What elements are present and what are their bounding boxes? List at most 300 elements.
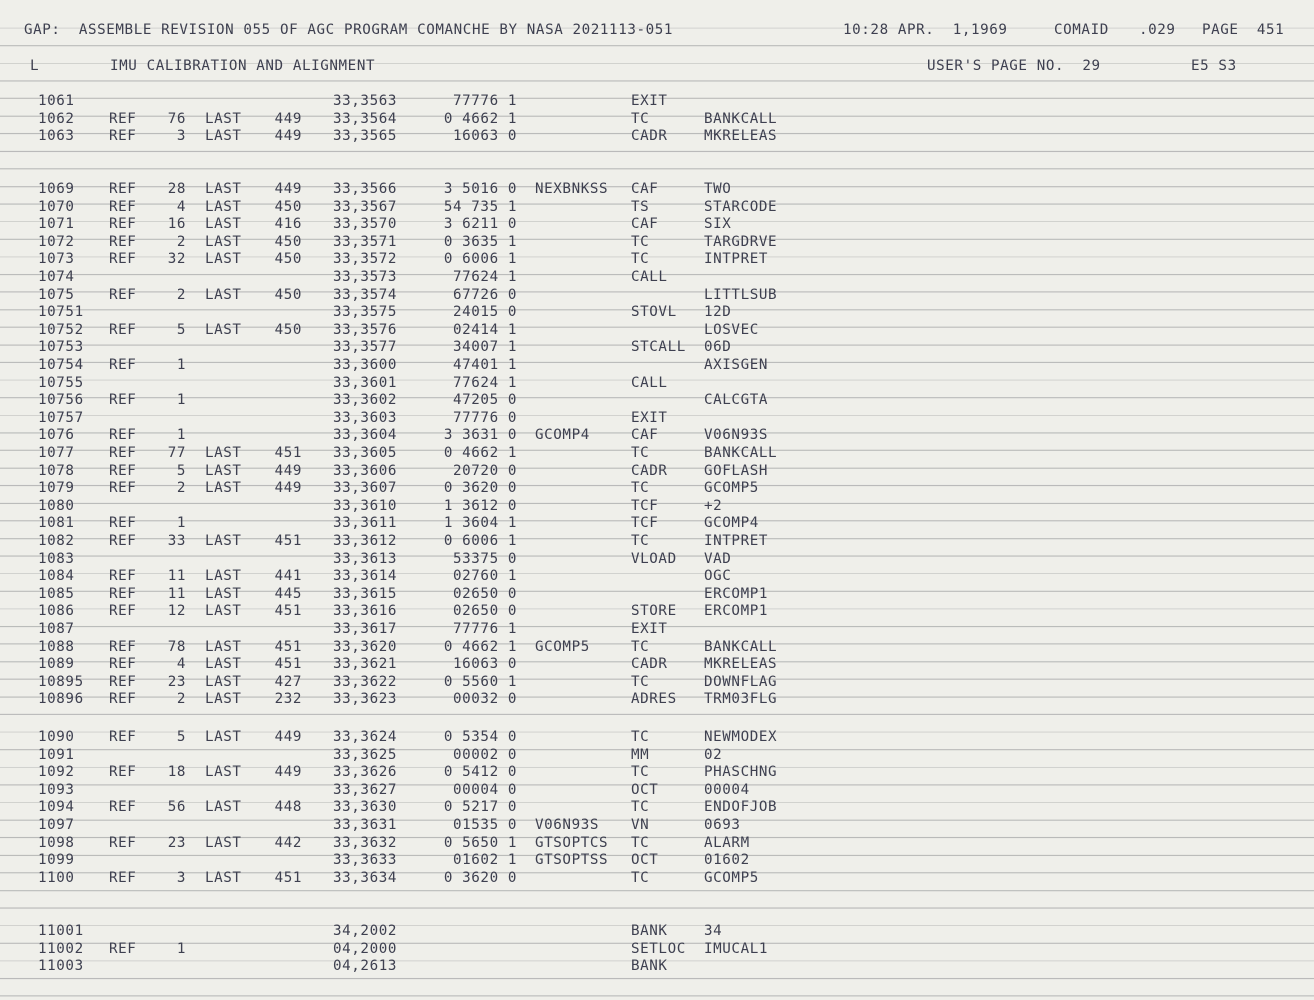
symbol-label: GTSOPTCS: [535, 834, 609, 851]
ref-count: 5: [176, 462, 186, 479]
last-marker: LAST: [205, 480, 242, 497]
operand: 01602: [704, 852, 750, 869]
card-number: 10896: [38, 691, 84, 708]
operand: ERCOMP1: [704, 603, 768, 620]
operand: MKRELEAS: [704, 128, 778, 145]
ref-count: 33: [167, 533, 186, 549]
ref-count: 32: [167, 251, 186, 268]
card-number: 1087: [38, 621, 75, 637]
card-number: 1074: [38, 269, 75, 285]
opcode: TC: [631, 869, 650, 886]
card-number: 1100: [38, 869, 75, 886]
octal-code: 02650 0: [453, 603, 517, 620]
ref-marker: REF: [109, 128, 137, 145]
ref-count: 16: [167, 216, 186, 233]
card-number: 1080: [38, 497, 75, 514]
comaid-label: COMAID: [1054, 22, 1109, 38]
ref-count: 23: [167, 673, 186, 690]
octal-code: 1 3612 0: [443, 497, 517, 514]
listing-row: [0, 960, 1314, 978]
ref-count: 2: [176, 286, 186, 303]
memory-address: 33,3626: [333, 764, 397, 781]
operand: IMUCAL1: [704, 940, 768, 957]
opcode: MM: [631, 746, 650, 763]
octal-code: 77776 1: [453, 93, 517, 109]
listing-row: [0, 517, 1314, 535]
ref-marker: REF: [109, 656, 137, 673]
section-letter: L: [30, 58, 40, 74]
ref-marker: REF: [109, 515, 137, 532]
octal-code: 24015 0: [453, 304, 517, 321]
symbol-label: GCOMP5: [535, 638, 590, 655]
last-marker: LAST: [205, 286, 242, 303]
ref-marker: REF: [109, 638, 137, 655]
operand: ERCOMP1: [704, 585, 768, 602]
card-number: 11003: [38, 958, 84, 975]
last-marker: LAST: [205, 834, 242, 851]
last-page: 448: [274, 799, 302, 816]
octal-code: 0 4662 1: [443, 638, 517, 655]
card-number: 1084: [38, 568, 75, 585]
octal-code: 0 3620 0: [443, 480, 517, 497]
octal-code: 0 4662 1: [443, 445, 517, 461]
listing-row: [0, 693, 1314, 711]
ref-marker: REF: [109, 764, 137, 781]
operand: PHASCHNG: [704, 764, 778, 781]
operand: AXISGEN: [704, 357, 768, 373]
opcode: TS: [631, 198, 650, 215]
card-number: 1088: [38, 638, 75, 655]
memory-address: 33,3616: [333, 603, 397, 620]
listing-row: [0, 341, 1314, 359]
ref-count: 2: [176, 233, 186, 250]
octal-code: 77776 0: [453, 409, 517, 426]
print-time: 10:28 APR. 1,1969: [843, 22, 1008, 38]
last-page: 416: [274, 216, 302, 233]
opcode: TC: [631, 110, 650, 127]
operand: V06N93S: [704, 427, 768, 444]
operand: NEWMODEX: [704, 729, 778, 745]
memory-address: 34,2002: [333, 923, 397, 939]
operand: BANKCALL: [704, 445, 778, 461]
last-marker: LAST: [205, 568, 242, 585]
operand: VAD: [704, 550, 732, 567]
opcode: TCF: [631, 515, 659, 532]
ref-marker: REF: [109, 110, 137, 127]
last-marker: LAST: [205, 462, 242, 479]
operand: SIX: [704, 216, 732, 233]
octal-code: 16063 0: [453, 128, 517, 145]
octal-code: 0 3635 1: [443, 233, 517, 250]
listing-row: [0, 130, 1314, 148]
ref-count: 76: [167, 110, 186, 127]
last-page: 442: [274, 834, 302, 851]
memory-address: 04,2000: [333, 940, 397, 957]
operand: 00004: [704, 781, 750, 798]
memory-address: 33,3574: [333, 286, 397, 303]
ref-count: 3: [176, 128, 186, 145]
ref-count: 12: [167, 603, 186, 620]
opcode: TC: [631, 533, 650, 549]
listing-row: [0, 233, 1314, 254]
opcode: ADRES: [631, 691, 677, 708]
last-page: 450: [274, 233, 302, 250]
listing-row: [0, 623, 1314, 641]
ref-marker: REF: [109, 585, 137, 602]
octal-code: 0 5412 0: [443, 764, 517, 781]
symbol-label: GTSOPTSS: [535, 852, 609, 869]
octal-code: 01535 0: [453, 817, 517, 833]
last-page: 451: [274, 656, 302, 673]
memory-address: 33,3617: [333, 621, 397, 637]
card-number: 1073: [38, 251, 75, 268]
card-number: 1061: [38, 93, 75, 109]
operand: TARGDRVE: [704, 233, 778, 250]
octal-code: 02650 0: [453, 585, 517, 602]
last-marker: LAST: [205, 233, 242, 250]
last-page: 450: [274, 321, 302, 338]
last-marker: LAST: [205, 799, 242, 816]
opcode: STOVL: [631, 304, 677, 321]
opcode: VLOAD: [631, 550, 677, 567]
listing-row: [0, 781, 1314, 802]
memory-address: 33,3610: [333, 497, 397, 514]
last-marker: LAST: [205, 691, 242, 708]
last-marker: LAST: [205, 251, 242, 268]
card-number: 1099: [38, 852, 75, 869]
card-number: 1086: [38, 603, 75, 620]
ref-marker: REF: [109, 198, 137, 215]
ref-count: 1: [176, 515, 186, 532]
users-page-number: USER'S PAGE NO. 29: [927, 58, 1101, 74]
listing-row: [0, 550, 1314, 571]
card-number: 1070: [38, 198, 75, 215]
last-page: 449: [274, 729, 302, 745]
memory-address: 33,3621: [333, 656, 397, 673]
listing-row: [0, 731, 1314, 749]
last-page: 449: [274, 110, 302, 127]
opcode: EXIT: [631, 93, 668, 109]
operand: DOWNFLAG: [704, 673, 778, 690]
ref-marker: REF: [109, 869, 137, 886]
opcode: TC: [631, 729, 650, 745]
last-page: 427: [274, 673, 302, 690]
memory-address: 33,3624: [333, 729, 397, 745]
listing-row: [0, 306, 1314, 324]
ref-count: 5: [176, 321, 186, 338]
opcode: STCALL: [631, 339, 686, 356]
ref-marker: REF: [109, 568, 137, 585]
ref-marker: REF: [109, 603, 137, 620]
ref-marker: REF: [109, 480, 137, 497]
opcode: CADR: [631, 656, 668, 673]
last-marker: LAST: [205, 198, 242, 215]
memory-address: 33,3566: [333, 181, 397, 197]
memory-address: 33,3573: [333, 269, 397, 285]
card-number: 1079: [38, 480, 75, 497]
listing-row: [0, 746, 1314, 767]
card-number: 1089: [38, 656, 75, 673]
memory-address: 33,3634: [333, 869, 397, 886]
opcode: TC: [631, 480, 650, 497]
card-number: 1097: [38, 817, 75, 833]
last-marker: LAST: [205, 656, 242, 673]
operand: 02: [704, 746, 723, 763]
memory-address: 33,3612: [333, 533, 397, 549]
operand: INTPRET: [704, 251, 768, 268]
ref-marker: REF: [109, 357, 137, 373]
octal-code: 01602 1: [453, 852, 517, 869]
card-number: 10755: [38, 374, 84, 391]
opcode: TC: [631, 799, 650, 816]
opcode: EXIT: [631, 621, 668, 637]
operand: LITTLSUB: [704, 286, 778, 303]
memory-address: 33,3623: [333, 691, 397, 708]
ref-marker: REF: [109, 691, 137, 708]
ref-count: 11: [167, 568, 186, 585]
version-number: .029: [1139, 22, 1176, 38]
ref-count: 56: [167, 799, 186, 816]
octal-code: 67726 0: [453, 286, 517, 303]
last-page: 449: [274, 764, 302, 781]
memory-address: 33,3601: [333, 374, 397, 391]
octal-code: 47401 1: [453, 357, 517, 373]
opcode: CALL: [631, 269, 668, 285]
operand: GCOMP5: [704, 480, 759, 497]
listing-row: [0, 801, 1314, 819]
octal-code: 0 4662 1: [443, 110, 517, 127]
opcode: TC: [631, 638, 650, 655]
card-number: 1092: [38, 764, 75, 781]
last-marker: LAST: [205, 181, 242, 197]
memory-address: 33,3602: [333, 392, 397, 409]
memory-address: 33,3605: [333, 445, 397, 461]
ref-marker: REF: [109, 286, 137, 303]
ref-count: 11: [167, 585, 186, 602]
ref-marker: REF: [109, 216, 137, 233]
last-page: 445: [274, 585, 302, 602]
ref-marker: REF: [109, 462, 137, 479]
octal-code: 77624 1: [453, 269, 517, 285]
memory-address: 33,3603: [333, 409, 397, 426]
operand: 0693: [704, 817, 741, 833]
opcode: CALL: [631, 374, 668, 391]
octal-code: 0 5650 1: [443, 834, 517, 851]
opcode: VN: [631, 817, 650, 833]
operand: BANKCALL: [704, 638, 778, 655]
listing-row: [0, 854, 1314, 872]
octal-code: 0 5560 1: [443, 673, 517, 690]
opcode: STORE: [631, 603, 677, 620]
card-number: 11002: [38, 940, 84, 957]
ref-marker: REF: [109, 799, 137, 816]
card-number: 1091: [38, 746, 75, 763]
ref-count: 77: [167, 445, 186, 461]
listing-row: [0, 819, 1314, 837]
ref-count: 1: [176, 392, 186, 409]
card-number: 1078: [38, 462, 75, 479]
octal-code: 0 5217 0: [443, 799, 517, 816]
opcode: EXIT: [631, 409, 668, 426]
memory-address: 33,3572: [333, 251, 397, 268]
ref-marker: REF: [109, 729, 137, 745]
memory-address: 33,3604: [333, 427, 397, 444]
octal-code: 16063 0: [453, 656, 517, 673]
operand: 06D: [704, 339, 732, 356]
octal-code: 02760 1: [453, 568, 517, 585]
octal-code: 0 5354 0: [443, 729, 517, 745]
opcode: SETLOC: [631, 940, 686, 957]
memory-address: 33,3632: [333, 834, 397, 851]
card-number: 1071: [38, 216, 75, 233]
opcode: CADR: [631, 462, 668, 479]
operand: TWO: [704, 181, 732, 197]
card-number: 10751: [38, 304, 84, 321]
symbol-label: NEXBNKSS: [535, 181, 609, 197]
card-number: 10895: [38, 673, 84, 690]
memory-address: 33,3577: [333, 339, 397, 356]
octal-code: 34007 1: [453, 339, 517, 356]
octal-code: 54 735 1: [443, 198, 517, 215]
card-number: 10756: [38, 392, 84, 409]
last-page: 232: [274, 691, 302, 708]
last-page: 449: [274, 462, 302, 479]
last-marker: LAST: [205, 603, 242, 620]
opcode: TCF: [631, 497, 659, 514]
octal-code: 3 5016 0: [443, 181, 517, 197]
octal-code: 02414 1: [453, 321, 517, 338]
opcode: TC: [631, 673, 650, 690]
last-page: 449: [274, 480, 302, 497]
last-page: 451: [274, 638, 302, 655]
last-page: 449: [274, 128, 302, 145]
memory-address: 33,3576: [333, 321, 397, 338]
listing-row: [0, 570, 1314, 588]
card-number: 1075: [38, 286, 75, 303]
memory-address: 33,3565: [333, 128, 397, 145]
ref-count: 2: [176, 480, 186, 497]
memory-address: 33,3625: [333, 746, 397, 763]
opcode: TC: [631, 251, 650, 268]
memory-address: 33,3570: [333, 216, 397, 233]
ref-count: 1: [176, 940, 186, 957]
last-marker: LAST: [205, 869, 242, 886]
operand: INTPRET: [704, 533, 768, 549]
memory-address: 04,2613: [333, 958, 397, 975]
ref-count: 5: [176, 729, 186, 745]
last-page: 450: [274, 251, 302, 268]
opcode: OCT: [631, 852, 659, 869]
octal-code: 00004 0: [453, 781, 517, 798]
ref-count: 23: [167, 834, 186, 851]
last-page: 450: [274, 198, 302, 215]
memory-address: 33,3630: [333, 799, 397, 816]
symbol-label: V06N93S: [535, 817, 599, 833]
listing-row: [0, 218, 1314, 236]
operand: GOFLASH: [704, 462, 768, 479]
ref-marker: REF: [109, 427, 137, 444]
ref-count: 28: [167, 181, 186, 197]
last-page: 450: [274, 286, 302, 303]
memory-address: 33,3620: [333, 638, 397, 655]
memory-address: 33,3600: [333, 357, 397, 373]
memory-address: 33,3613: [333, 550, 397, 567]
octal-code: 3 6211 0: [443, 216, 517, 233]
memory-address: 33,3622: [333, 673, 397, 690]
last-page: 449: [274, 181, 302, 197]
ref-marker: REF: [109, 445, 137, 461]
card-number: 1085: [38, 585, 75, 602]
octal-code: 00002 0: [453, 746, 517, 763]
last-marker: LAST: [205, 585, 242, 602]
memory-address: 33,3564: [333, 110, 397, 127]
opcode: TC: [631, 834, 650, 851]
ref-count: 3: [176, 869, 186, 886]
octal-code: 3 3631 0: [443, 427, 517, 444]
operand: OGC: [704, 568, 732, 585]
last-marker: LAST: [205, 216, 242, 233]
card-number: 1072: [38, 233, 75, 250]
listing-row: [0, 95, 1314, 113]
operand: TRM03FLG: [704, 691, 778, 708]
octal-code: 77776 1: [453, 621, 517, 637]
card-number: 1083: [38, 550, 75, 567]
ref-marker: REF: [109, 321, 137, 338]
operand: CALCGTA: [704, 392, 768, 409]
card-number: 1093: [38, 781, 75, 798]
opcode: TC: [631, 445, 650, 461]
opcode: BANK: [631, 958, 668, 975]
card-number: 1094: [38, 799, 75, 816]
listing-row: [0, 429, 1314, 447]
octal-code: 0 6006 1: [443, 533, 517, 549]
card-number: 1082: [38, 533, 75, 549]
memory-address: 33,3611: [333, 515, 397, 532]
card-number: 1090: [38, 729, 75, 745]
ref-marker: REF: [109, 533, 137, 549]
ref-marker: REF: [109, 834, 137, 851]
last-marker: LAST: [205, 445, 242, 461]
listing-row: [0, 271, 1314, 289]
octal-code: 47205 0: [453, 392, 517, 409]
octal-code: 0 3620 0: [443, 869, 517, 886]
last-page: 451: [274, 533, 302, 549]
memory-address: 33,3607: [333, 480, 397, 497]
memory-address: 33,3606: [333, 462, 397, 479]
listing-title: GAP: ASSEMBLE REVISION 055 OF AGC PROGRAM COMANCHE BY NASA 2021113-051: [24, 22, 674, 38]
ref-count: 4: [176, 656, 186, 673]
last-page: 451: [274, 445, 302, 461]
last-page: 441: [274, 568, 302, 585]
opcode: OCT: [631, 781, 659, 798]
listing-row: [0, 658, 1314, 676]
ref-count: 4: [176, 198, 186, 215]
card-number: 1076: [38, 427, 75, 444]
card-number: 1081: [38, 515, 75, 532]
ref-count: 78: [167, 638, 186, 655]
operand: ALARM: [704, 834, 750, 851]
card-number: 10753: [38, 339, 84, 356]
card-number: 1098: [38, 834, 75, 851]
operand: GCOMP5: [704, 869, 759, 886]
operand: +2: [704, 497, 723, 514]
ref-count: 1: [176, 427, 186, 444]
ref-marker: REF: [109, 233, 137, 250]
operand: ENDOFJOB: [704, 799, 778, 816]
opcode: BANK: [631, 923, 668, 939]
ref-marker: REF: [109, 251, 137, 268]
last-marker: LAST: [205, 128, 242, 145]
